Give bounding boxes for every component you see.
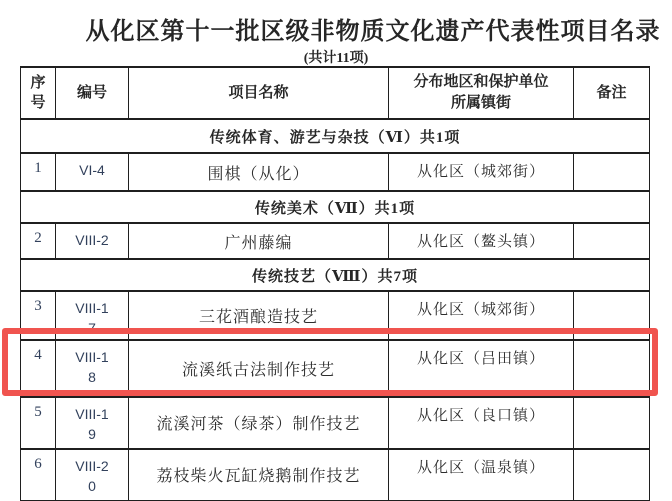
cell-serial: 3	[21, 291, 56, 340]
cell-project-name: 流溪河茶（绿茶）制作技艺	[129, 397, 389, 449]
cell-district: 从化区（吕田镇）	[389, 340, 574, 397]
table-row	[21, 223, 650, 259]
cell-district: 从化区（城郊街）	[389, 153, 574, 191]
cell-note	[574, 291, 650, 340]
cell-code	[56, 340, 129, 397]
cell-serial: 1	[21, 153, 56, 191]
section-row-craft	[21, 259, 650, 291]
cell-project-name: 广州藤编	[129, 223, 389, 259]
cell-note	[574, 223, 650, 259]
header-code: 编号	[56, 67, 129, 119]
section-row-fine-arts	[21, 191, 650, 223]
cell-code	[56, 223, 129, 259]
table-row	[21, 449, 650, 501]
header-district	[389, 67, 574, 119]
cell-serial: 5	[21, 397, 56, 449]
table-row	[21, 291, 650, 340]
code-label: VIII-17	[75, 300, 109, 337]
cell-note	[574, 397, 650, 449]
table-row-highlighted	[21, 340, 650, 397]
header-note: 备注	[574, 67, 650, 119]
document-subtitle: (共计11项)	[303, 51, 369, 66]
cell-code	[56, 397, 129, 449]
table-row	[21, 153, 650, 191]
cell-serial: 2	[21, 223, 56, 259]
section-label: 传统技艺（Ⅷ）共7项	[21, 259, 650, 291]
cell-project-name: 围棋（从化）	[129, 153, 389, 191]
cell-note	[574, 449, 650, 501]
cell-code	[56, 449, 129, 501]
header-district-label: 分布地区和保护单位所属镇街	[413, 74, 549, 111]
code-label: VIII-20	[75, 457, 109, 494]
cell-code	[56, 291, 129, 340]
cell-project-name: 三花酒酿造技艺	[129, 291, 389, 340]
table-row	[21, 397, 650, 449]
document-title: 从化区第十一批区级非物质文化遗产代表性项目名录	[85, 19, 661, 45]
section-row-sports	[21, 119, 650, 153]
code-label: VIII-18	[75, 348, 109, 385]
header-serial: 序号	[21, 67, 56, 119]
cell-serial: 4	[21, 340, 56, 397]
cell-serial: 6	[21, 449, 56, 501]
heritage-table	[20, 66, 650, 501]
header-project-name: 项目名称	[129, 67, 389, 119]
cell-district: 从化区（鳌头镇）	[389, 223, 574, 259]
section-label: 传统美术（Ⅶ）共1项	[21, 191, 650, 223]
cell-district: 从化区（温泉镇）	[389, 449, 574, 501]
code-label: VI-4	[79, 162, 105, 178]
cell-code	[56, 153, 129, 191]
code-label: VIII-2	[75, 232, 109, 248]
cell-district: 从化区（良口镇）	[389, 397, 574, 449]
cell-note	[574, 153, 650, 191]
code-label: VIII-19	[75, 405, 109, 442]
cell-note	[574, 340, 650, 397]
section-label: 传统体育、游艺与杂技（Ⅵ）共1项	[21, 119, 650, 153]
table-header-row	[21, 67, 650, 119]
cell-district: 从化区（城郊街）	[389, 291, 574, 340]
cell-project-name: 流溪纸古法制作技艺	[129, 340, 389, 397]
cell-project-name: 荔枝柴火瓦缸烧鹅制作技艺	[129, 449, 389, 501]
